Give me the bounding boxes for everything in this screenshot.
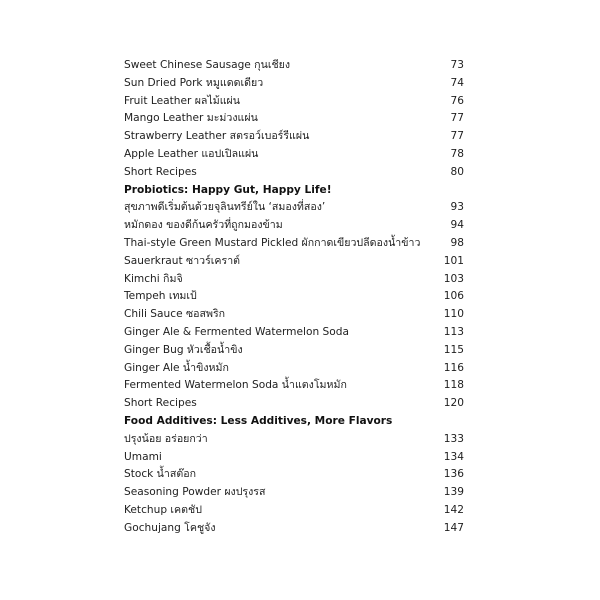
toc-entry-title: Tempeh เทมเป้ [124, 290, 197, 303]
toc-entry-title: ปรุงน้อย อร่อยกว่า [124, 432, 208, 445]
toc-entry-title: หมักดอง ของดีก้นครัวที่ถูกมองข้าม [124, 219, 283, 232]
toc-entry-title: Stock น้ำสต๊อก [124, 468, 196, 481]
toc-entry-page: 73 [450, 59, 464, 71]
toc-entry [124, 377, 464, 395]
toc-entry-page: 77 [450, 130, 464, 143]
toc-entry-title: Ginger Ale น้ำขิงหมัก [124, 361, 229, 374]
toc-entry-page: 118 [443, 379, 464, 392]
toc-entry-page: 134 [443, 450, 464, 463]
toc-entry-page: 133 [443, 432, 464, 445]
toc-entry-title: Ginger Bug หัวเชื้อน้ำขิง [124, 343, 243, 356]
toc-entry-page: 76 [450, 94, 464, 107]
toc-entry [124, 466, 464, 484]
toc-entry [124, 502, 464, 520]
toc-section-heading [124, 413, 464, 431]
toc-entry-page: 77 [450, 112, 464, 125]
toc-entry-page: 93 [450, 201, 464, 214]
toc-entry-title: Fruit Leather ผลไม้แผ่น [124, 94, 240, 107]
section-heading-title: Food Additives: Less Additives, More Flavors [124, 414, 393, 427]
toc-entry-title: Short Recipes [124, 165, 197, 178]
toc-section-heading [124, 182, 464, 200]
toc-entry [124, 128, 464, 146]
section-heading-title: Probiotics: Happy Gut, Happy Life! [124, 183, 332, 196]
toc-entry-page: 113 [443, 325, 464, 338]
toc-entry [124, 110, 464, 128]
toc-entry [124, 520, 464, 538]
toc-entry-title: Mango Leather มะม่วงแผ่น [124, 112, 258, 125]
toc-entry-page: 101 [443, 254, 464, 267]
toc-entry-page: 103 [443, 272, 464, 285]
toc-entry-page: 142 [443, 503, 464, 516]
toc-entry [124, 288, 464, 306]
toc-entry-title: Fermented Watermelon Soda น้ำแตงโมหมัก [124, 379, 347, 392]
toc-entry-page: 116 [443, 361, 464, 374]
toc-entry [124, 306, 464, 324]
toc-entry-title: Kimchi กิมจิ [124, 272, 183, 285]
toc-entry [124, 75, 464, 93]
toc-entry [124, 395, 464, 413]
toc-entry [124, 449, 464, 467]
toc-entry-title: Seasoning Powder ผงปรุงรส [124, 486, 266, 499]
toc-entry [124, 57, 464, 75]
toc-entry-title: Sweet Chinese Sausage กุนเชียง [124, 59, 291, 71]
toc-entry-page: 120 [443, 397, 464, 410]
toc-entry-page: 98 [450, 236, 464, 249]
toc-entry [124, 235, 464, 253]
toc-entry-title: Sauerkraut ซาวร์เคราต์ [124, 254, 241, 267]
toc-entry [124, 164, 464, 182]
toc-entry-title: Strawberry Leather สตรอว์เบอร์รีแผ่น [124, 130, 310, 143]
toc-entry-title: Ketchup เคตชัป [124, 503, 202, 516]
toc-entry-page: 106 [443, 290, 464, 303]
toc-entry-page: 94 [450, 219, 464, 232]
toc-entry [124, 342, 464, 360]
toc-entry [124, 324, 464, 342]
toc-entry [124, 253, 464, 271]
toc-entry [124, 484, 464, 502]
toc-entry-title: Ginger Ale & Fermented Watermelon Soda [124, 325, 349, 338]
toc-entry-title: สุขภาพดีเริ่มต้นด้วยจุลินทรีย์ใน ‘สมองที่สอง’ [124, 201, 326, 214]
toc-entry-title: Short Recipes [124, 397, 197, 410]
toc-entry-title: Umami [124, 450, 162, 463]
toc-entry-title: Apple Leather แอปเปิลแผ่น [124, 147, 259, 160]
toc-entry-page: 147 [443, 521, 464, 534]
toc-entry-title: Gochujang โคชูจัง [124, 521, 216, 534]
toc-entry-title: Sun Dried Pork หมูแดดเดียว [124, 76, 264, 89]
toc-entry [124, 146, 464, 164]
toc-entry-page: 80 [450, 165, 464, 178]
toc-entry [124, 431, 464, 449]
toc-entry-page: 78 [450, 147, 464, 160]
toc-entry-title: Chili Sauce ซอสพริก [124, 308, 226, 321]
toc-entry [124, 93, 464, 111]
table-of-contents [124, 57, 464, 538]
toc-entry [124, 360, 464, 378]
toc-entry-page: 74 [450, 76, 464, 89]
toc-entry-title: Thai-style Green Mustard Pickled ผักกาดเขียวปลีดองน้ำข้าว [124, 236, 421, 249]
toc-entry-page: 110 [443, 308, 464, 321]
toc-entry [124, 217, 464, 235]
toc-entry-page: 115 [443, 343, 464, 356]
toc-entry [124, 199, 464, 217]
toc-entry [124, 271, 464, 289]
toc-entry-page: 136 [443, 468, 464, 481]
toc-entry-page: 139 [443, 486, 464, 499]
